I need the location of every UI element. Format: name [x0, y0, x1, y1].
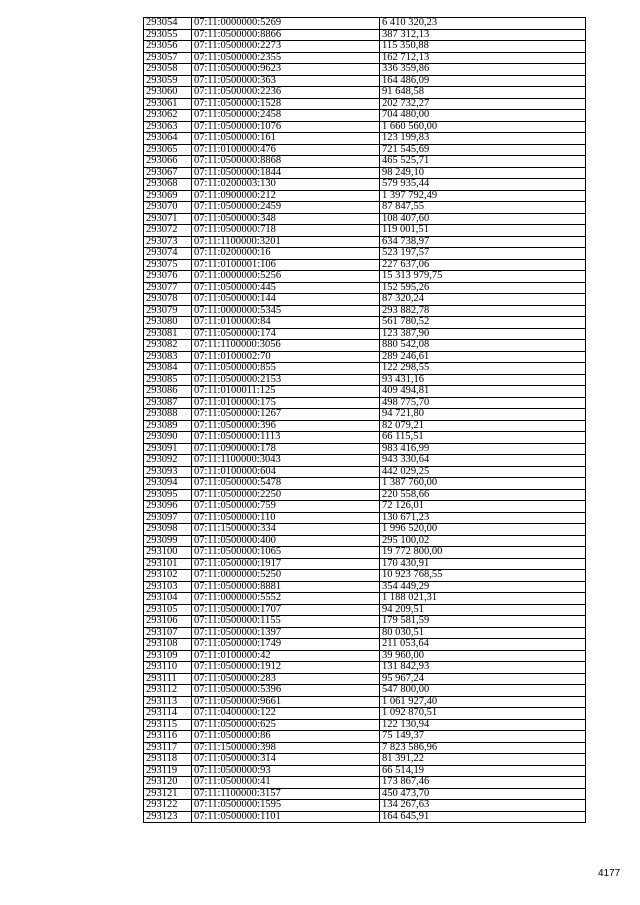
cadastral-value-cell: 704 480,00: [380, 110, 586, 122]
cadastral-value-cell: 95 967,24: [380, 673, 586, 685]
cadastral-value-cell: 721 545,69: [380, 144, 586, 156]
cadastral-value-cell: 634 738,97: [380, 236, 586, 248]
cadastral-number-cell: 07:11:0100000:84: [192, 317, 380, 329]
row-number-cell: 293068: [144, 179, 192, 191]
cadastral-value-cell: 94 209,51: [380, 604, 586, 616]
cadastral-number-cell: 07:11:0500000:759: [192, 501, 380, 513]
cadastral-number-cell: 07:11:0500000:86: [192, 731, 380, 743]
table-row: [144, 29, 586, 41]
cadastral-number-cell: 07:11:0500000:2458: [192, 110, 380, 122]
row-number-cell: 293099: [144, 535, 192, 547]
cadastral-number-cell: 07:11:0500000:1155: [192, 616, 380, 628]
cadastral-number-cell: 07:11:0100000:476: [192, 144, 380, 156]
table-row: [144, 535, 586, 547]
cadastral-value-cell: 1 092 870,51: [380, 708, 586, 720]
cadastral-number-cell: 07:11:0900000:212: [192, 190, 380, 202]
cadastral-value-cell: 498 775,70: [380, 397, 586, 409]
row-number-cell: 293097: [144, 512, 192, 524]
row-number-cell: 293114: [144, 708, 192, 720]
row-number-cell: 293080: [144, 317, 192, 329]
row-number-cell: 293084: [144, 363, 192, 375]
cadastral-number-cell: 07:11:0500000:1912: [192, 662, 380, 674]
row-number-cell: 293109: [144, 650, 192, 662]
row-number-cell: 293063: [144, 121, 192, 133]
cadastral-value-cell: 173 867,46: [380, 777, 586, 789]
row-number-cell: 293095: [144, 489, 192, 501]
table-row: [144, 558, 586, 570]
cadastral-number-cell: 07:11:0500000:1844: [192, 167, 380, 179]
row-number-cell: 293085: [144, 374, 192, 386]
table-row: [144, 432, 586, 444]
cadastral-value-cell: 19 772 800,00: [380, 547, 586, 559]
cadastral-number-cell: 07:11:1500000:334: [192, 524, 380, 536]
row-number-cell: 293094: [144, 478, 192, 490]
cadastral-number-cell: 07:11:0500000:9661: [192, 696, 380, 708]
cadastral-number-cell: 07:11:0500000:2355: [192, 52, 380, 64]
cadastral-value-cell: 523 197,57: [380, 248, 586, 260]
cadastral-value-cell: 179 581,59: [380, 616, 586, 628]
table-row: [144, 305, 586, 317]
row-number-cell: 293088: [144, 409, 192, 421]
table-row: [144, 397, 586, 409]
cadastral-value-cell: 7 823 586,96: [380, 742, 586, 754]
table-row: [144, 41, 586, 53]
table-row: [144, 18, 586, 30]
row-number-cell: 293060: [144, 87, 192, 99]
cadastral-value-cell: 72 126,01: [380, 501, 586, 513]
table-row: [144, 202, 586, 214]
cadastral-value-cell: 1 660 560,00: [380, 121, 586, 133]
cadastral-value-cell: 164 486,09: [380, 75, 586, 87]
row-number-cell: 293106: [144, 616, 192, 628]
cadastral-value-cell: 66 115,51: [380, 432, 586, 444]
cadastral-value-cell: 336 359,86: [380, 64, 586, 76]
row-number-cell: 293103: [144, 581, 192, 593]
cadastral-value-cell: 98 249,10: [380, 167, 586, 179]
table-row: [144, 317, 586, 329]
table-row: [144, 167, 586, 179]
row-number-cell: 293105: [144, 604, 192, 616]
row-number-cell: 293070: [144, 202, 192, 214]
table-row: [144, 627, 586, 639]
cadastral-value-cell: 87 847,55: [380, 202, 586, 214]
row-number-cell: 293120: [144, 777, 192, 789]
table-row: [144, 489, 586, 501]
cadastral-value-cell: 94 721,80: [380, 409, 586, 421]
cadastral-number-cell: 07:11:1100000:3056: [192, 340, 380, 352]
table-row: [144, 777, 586, 789]
table-row: [144, 236, 586, 248]
row-number-cell: 293071: [144, 213, 192, 225]
cadastral-value-cell: 983 416,99: [380, 443, 586, 455]
table-row: [144, 75, 586, 87]
table-row: [144, 788, 586, 800]
cadastral-number-cell: 07:11:0500000:5478: [192, 478, 380, 490]
table-row: [144, 650, 586, 662]
row-number-cell: 293064: [144, 133, 192, 145]
table-row: [144, 673, 586, 685]
cadastral-value-cell: 93 431,16: [380, 374, 586, 386]
table-row: [144, 547, 586, 559]
cadastral-number-cell: 07:11:0500000:1113: [192, 432, 380, 444]
row-number-cell: 293098: [144, 524, 192, 536]
cadastral-number-cell: 07:11:1500000:398: [192, 742, 380, 754]
table-body: [144, 18, 586, 823]
row-number-cell: 293110: [144, 662, 192, 674]
cadastral-value-cell: 119 001,51: [380, 225, 586, 237]
table-row: [144, 409, 586, 421]
cadastral-number-cell: 07:11:0500000:110: [192, 512, 380, 524]
cadastral-number-cell: 07:11:0500000:8868: [192, 156, 380, 168]
cadastral-value-cell: 1 387 760,00: [380, 478, 586, 490]
cadastral-number-cell: 07:11:0500000:1707: [192, 604, 380, 616]
cadastral-value-cell: 82 079,21: [380, 420, 586, 432]
cadastral-number-cell: 07:11:0000000:5269: [192, 18, 380, 30]
cadastral-value-cell: 122 298,55: [380, 363, 586, 375]
table-row: [144, 524, 586, 536]
cadastral-number-cell: 07:11:0500000:174: [192, 328, 380, 340]
cadastral-value-cell: 170 430,91: [380, 558, 586, 570]
row-number-cell: 293122: [144, 800, 192, 812]
cadastral-value-cell: 15 313 979,75: [380, 271, 586, 283]
table-row: [144, 340, 586, 352]
cadastral-number-cell: 07:11:0500000:9623: [192, 64, 380, 76]
table-row: [144, 478, 586, 490]
table-row: [144, 328, 586, 340]
row-number-cell: 293076: [144, 271, 192, 283]
row-number-cell: 293065: [144, 144, 192, 156]
row-number-cell: 293086: [144, 386, 192, 398]
cadastral-value-cell: 1 996 520,00: [380, 524, 586, 536]
cadastral-value-cell: 39 960,00: [380, 650, 586, 662]
cadastral-number-cell: 07:11:0500000:144: [192, 294, 380, 306]
cadastral-value-cell: 81 391,22: [380, 754, 586, 766]
cadastral-value-cell: 202 732,27: [380, 98, 586, 110]
cadastral-number-cell: 07:11:0000000:5552: [192, 593, 380, 605]
table-row: [144, 731, 586, 743]
cadastral-value-cell: 123 199,83: [380, 133, 586, 145]
cadastral-number-cell: 07:11:0500000:8881: [192, 581, 380, 593]
row-number-cell: 293108: [144, 639, 192, 651]
cadastral-number-cell: 07:11:0500000:2273: [192, 41, 380, 53]
cadastral-value-table: [143, 17, 586, 823]
row-number-cell: 293117: [144, 742, 192, 754]
row-number-cell: 293112: [144, 685, 192, 697]
table-row: [144, 696, 586, 708]
table-row: [144, 616, 586, 628]
cadastral-number-cell: 07:11:0500000:8866: [192, 29, 380, 41]
cadastral-number-cell: 07:11:0500000:2459: [192, 202, 380, 214]
cadastral-number-cell: 07:11:0100000:175: [192, 397, 380, 409]
table-row: [144, 87, 586, 99]
cadastral-value-cell: 87 320,24: [380, 294, 586, 306]
table-row: [144, 363, 586, 375]
row-number-cell: 293054: [144, 18, 192, 30]
cadastral-number-cell: 07:11:0500000:1595: [192, 800, 380, 812]
cadastral-number-cell: 07:11:0500000:1101: [192, 811, 380, 823]
row-number-cell: 293113: [144, 696, 192, 708]
table-row: [144, 639, 586, 651]
row-number-cell: 293061: [144, 98, 192, 110]
cadastral-number-cell: 07:11:1100000:3201: [192, 236, 380, 248]
table-row: [144, 570, 586, 582]
table-row: [144, 420, 586, 432]
table-row: [144, 213, 586, 225]
table-row: [144, 719, 586, 731]
cadastral-number-cell: 07:11:0200003:130: [192, 179, 380, 191]
cadastral-number-cell: 07:11:0500000:1065: [192, 547, 380, 559]
cadastral-value-cell: 547 800,00: [380, 685, 586, 697]
cadastral-number-cell: 07:11:0500000:1917: [192, 558, 380, 570]
cadastral-number-cell: 07:11:0500000:1397: [192, 627, 380, 639]
row-number-cell: 293081: [144, 328, 192, 340]
table-row: [144, 800, 586, 812]
row-number-cell: 293123: [144, 811, 192, 823]
table-row: [144, 248, 586, 260]
table-row: [144, 52, 586, 64]
cadastral-value-cell: 1 061 927,40: [380, 696, 586, 708]
row-number-cell: 293056: [144, 41, 192, 53]
cadastral-number-cell: 07:11:0500000:314: [192, 754, 380, 766]
cadastral-value-cell: 108 407,60: [380, 213, 586, 225]
row-number-cell: 293069: [144, 190, 192, 202]
table-row: [144, 294, 586, 306]
row-number-cell: 293074: [144, 248, 192, 260]
table-row: [144, 156, 586, 168]
cadastral-number-cell: 07:11:0500000:2153: [192, 374, 380, 386]
table-row: [144, 351, 586, 363]
cadastral-value-cell: 227 637,06: [380, 259, 586, 271]
cadastral-number-cell: 07:11:0500000:718: [192, 225, 380, 237]
cadastral-value-cell: 162 712,13: [380, 52, 586, 64]
cadastral-value-cell: 442 029,25: [380, 466, 586, 478]
cadastral-number-cell: 07:11:0500000:348: [192, 213, 380, 225]
cadastral-number-cell: 07:11:0500000:161: [192, 133, 380, 145]
cadastral-number-cell: 07:11:0500000:1267: [192, 409, 380, 421]
table-row: [144, 98, 586, 110]
table-row: [144, 662, 586, 674]
row-number-cell: 293111: [144, 673, 192, 685]
table-row: [144, 501, 586, 513]
cadastral-value-cell: 10 923 768,55: [380, 570, 586, 582]
cadastral-number-cell: 07:11:0100002:70: [192, 351, 380, 363]
cadastral-number-cell: 07:11:0000000:5256: [192, 271, 380, 283]
row-number-cell: 293102: [144, 570, 192, 582]
table-row: [144, 133, 586, 145]
table-row: [144, 765, 586, 777]
cadastral-value-cell: 220 558,66: [380, 489, 586, 501]
row-number-cell: 293093: [144, 466, 192, 478]
cadastral-value-cell: 465 525,71: [380, 156, 586, 168]
cadastral-number-cell: 07:11:0100001:106: [192, 259, 380, 271]
table-row: [144, 742, 586, 754]
cadastral-number-cell: 07:11:0500000:2250: [192, 489, 380, 501]
cadastral-number-cell: 07:11:0500000:625: [192, 719, 380, 731]
table-row: [144, 386, 586, 398]
cadastral-number-cell: 07:11:0500000:363: [192, 75, 380, 87]
cadastral-number-cell: 07:11:0500000:41: [192, 777, 380, 789]
table-row: [144, 144, 586, 156]
cadastral-value-cell: 123 387,90: [380, 328, 586, 340]
table-row: [144, 708, 586, 720]
table-row: [144, 282, 586, 294]
row-number-cell: 293082: [144, 340, 192, 352]
cadastral-number-cell: 07:11:0100000:604: [192, 466, 380, 478]
table-row: [144, 811, 586, 823]
row-number-cell: 293077: [144, 282, 192, 294]
row-number-cell: 293119: [144, 765, 192, 777]
cadastral-value-cell: 66 514,19: [380, 765, 586, 777]
table-row: [144, 121, 586, 133]
cadastral-number-cell: 07:11:0500000:2236: [192, 87, 380, 99]
row-number-cell: 293101: [144, 558, 192, 570]
row-number-cell: 293072: [144, 225, 192, 237]
table-row: [144, 443, 586, 455]
cadastral-value-cell: 134 267,63: [380, 800, 586, 812]
row-number-cell: 293116: [144, 731, 192, 743]
row-number-cell: 293066: [144, 156, 192, 168]
table-row: [144, 374, 586, 386]
cadastral-number-cell: 07:11:0100011:125: [192, 386, 380, 398]
row-number-cell: 293089: [144, 420, 192, 432]
cadastral-value-cell: 387 312,13: [380, 29, 586, 41]
row-number-cell: 293100: [144, 547, 192, 559]
cadastral-value-cell: 293 882,78: [380, 305, 586, 317]
cadastral-value-cell: 880 542,08: [380, 340, 586, 352]
cadastral-value-cell: 1 188 021,31: [380, 593, 586, 605]
cadastral-number-cell: 07:11:0500000:855: [192, 363, 380, 375]
cadastral-value-cell: 131 842,93: [380, 662, 586, 674]
cadastral-value-cell: 130 671,23: [380, 512, 586, 524]
row-number-cell: 293075: [144, 259, 192, 271]
table-row: [144, 455, 586, 467]
cadastral-number-cell: 07:11:0500000:445: [192, 282, 380, 294]
cadastral-value-cell: 211 053,64: [380, 639, 586, 651]
cadastral-number-cell: 07:11:0000000:5345: [192, 305, 380, 317]
cadastral-value-cell: 289 246,61: [380, 351, 586, 363]
table-row: [144, 259, 586, 271]
row-number-cell: 293067: [144, 167, 192, 179]
cadastral-number-cell: 07:11:0500000:396: [192, 420, 380, 432]
table-row: [144, 110, 586, 122]
cadastral-number-cell: 07:11:0400000:122: [192, 708, 380, 720]
row-number-cell: 293087: [144, 397, 192, 409]
cadastral-value-cell: 354 449,29: [380, 581, 586, 593]
cadastral-value-cell: 295 100,02: [380, 535, 586, 547]
row-number-cell: 293096: [144, 501, 192, 513]
cadastral-value-cell: 115 350,88: [380, 41, 586, 53]
cadastral-number-cell: 07:11:0900000:178: [192, 443, 380, 455]
row-number-cell: 293059: [144, 75, 192, 87]
cadastral-number-cell: 07:11:0500000:283: [192, 673, 380, 685]
table-row: [144, 512, 586, 524]
row-number-cell: 293091: [144, 443, 192, 455]
row-number-cell: 293058: [144, 64, 192, 76]
cadastral-value-cell: 450 473,70: [380, 788, 586, 800]
row-number-cell: 293092: [144, 455, 192, 467]
row-number-cell: 293090: [144, 432, 192, 444]
table-row: [144, 685, 586, 697]
cadastral-value-cell: 6 410 320,23: [380, 18, 586, 30]
cadastral-number-cell: 07:11:0500000:1528: [192, 98, 380, 110]
row-number-cell: 293079: [144, 305, 192, 317]
cadastral-number-cell: 07:11:0200000:16: [192, 248, 380, 260]
cadastral-value-cell: 1 397 792,49: [380, 190, 586, 202]
cadastral-number-cell: 07:11:0500000:93: [192, 765, 380, 777]
cadastral-value-cell: 943 330,64: [380, 455, 586, 467]
row-number-cell: 293118: [144, 754, 192, 766]
cadastral-number-cell: 07:11:0500000:5396: [192, 685, 380, 697]
table-row: [144, 190, 586, 202]
page-number: 4177: [598, 868, 621, 879]
row-number-cell: 293083: [144, 351, 192, 363]
row-number-cell: 293057: [144, 52, 192, 64]
cadastral-value-cell: 152 595,26: [380, 282, 586, 294]
table-row: [144, 225, 586, 237]
cadastral-number-cell: 07:11:0500000:1076: [192, 121, 380, 133]
table-row: [144, 179, 586, 191]
row-number-cell: 293104: [144, 593, 192, 605]
row-number-cell: 293107: [144, 627, 192, 639]
cadastral-number-cell: 07:11:0000000:5250: [192, 570, 380, 582]
row-number-cell: 293055: [144, 29, 192, 41]
row-number-cell: 293115: [144, 719, 192, 731]
cadastral-number-cell: 07:11:0500000:1749: [192, 639, 380, 651]
row-number-cell: 293062: [144, 110, 192, 122]
cadastral-value-cell: 579 935,44: [380, 179, 586, 191]
cadastral-number-cell: 07:11:0500000:400: [192, 535, 380, 547]
table-row: [144, 271, 586, 283]
row-number-cell: 293121: [144, 788, 192, 800]
cadastral-value-cell: 164 645,91: [380, 811, 586, 823]
cadastral-value-cell: 75 149,37: [380, 731, 586, 743]
cadastral-value-cell: 91 648,58: [380, 87, 586, 99]
cadastral-number-cell: 07:11:0100000:42: [192, 650, 380, 662]
cadastral-number-cell: 07:11:1100000:3043: [192, 455, 380, 467]
row-number-cell: 293078: [144, 294, 192, 306]
table-row: [144, 593, 586, 605]
row-number-cell: 293073: [144, 236, 192, 248]
cadastral-number-cell: 07:11:1100000:3157: [192, 788, 380, 800]
table-row: [144, 754, 586, 766]
table-row: [144, 466, 586, 478]
table-row: [144, 64, 586, 76]
cadastral-value-cell: 122 130,94: [380, 719, 586, 731]
cadastral-value-cell: 561 780,52: [380, 317, 586, 329]
cadastral-value-cell: 409 494,81: [380, 386, 586, 398]
table-row: [144, 581, 586, 593]
table-row: [144, 604, 586, 616]
cadastral-value-cell: 80 030,51: [380, 627, 586, 639]
